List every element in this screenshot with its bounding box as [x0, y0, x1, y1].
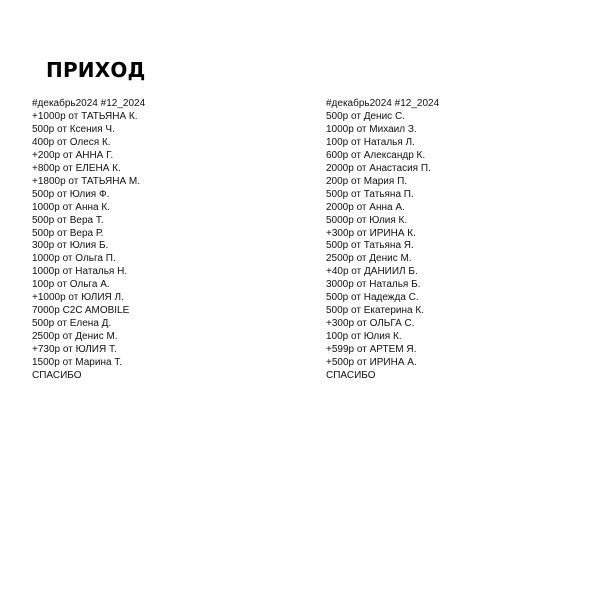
thanks-text: СПАСИБО	[326, 370, 376, 382]
list-item: 500р от Ксения Ч.	[32, 123, 115, 135]
list-item: 2500р от Денис М.	[326, 253, 412, 265]
list-item: +40р от ДАНИИЛ Б.	[326, 266, 418, 278]
list-hashtags: #декабрь2024 #12_2024	[326, 98, 440, 109]
list-item: 100р от Наталья Л.	[326, 136, 415, 148]
list-item: 2000р от Анна А.	[326, 201, 405, 213]
list-item: 2500р от Денис М.	[32, 331, 118, 343]
list-item: 500р от Екатерина К.	[326, 305, 424, 317]
list-item: +1000р от ТАТЬЯНА К.	[32, 110, 138, 122]
list-item: +500р от ИРИНА А.	[326, 357, 417, 369]
list-item: 1000р от Ольга П.	[32, 253, 116, 265]
page-title: ПРИХОД	[46, 58, 146, 82]
list-item: 3000р от Наталья Б.	[326, 279, 421, 291]
list-item: 500р от Татьяна Я.	[326, 240, 414, 252]
list-item: 1000р от Наталья Н.	[32, 266, 128, 278]
list-item: +800р от ЕЛЕНА К.	[32, 162, 121, 174]
list-hashtags: #декабрь2024 #12_2024	[32, 98, 146, 109]
list-item: 600р от Александр К.	[326, 149, 426, 161]
list-item: 500р от Денис С.	[326, 110, 405, 122]
list-item: 300р от Юлия Б.	[32, 240, 109, 252]
list-item: 500р от Вера Т.	[32, 214, 104, 226]
list-item: 100р от Ольга А.	[32, 279, 110, 291]
list-item: +730р от ЮЛИЯ Т.	[32, 344, 117, 356]
list-item: +200р от АННА Г.	[32, 149, 114, 161]
list-item: +1000р от ЮЛИЯ Л.	[32, 292, 124, 304]
list-item: 2000р от Анастасия П.	[326, 162, 431, 174]
list-item: 1500р от Марина Т.	[32, 357, 123, 369]
list-item: 500р от Елена Д.	[32, 318, 112, 330]
list-item: 500р от Вера Р.	[32, 227, 104, 239]
list-item: 1000р от Михаил З.	[326, 123, 417, 135]
list-item: 7000р C2C AMOBILE	[32, 305, 130, 317]
income-list-left	[32, 98, 282, 383]
list-item: 500р от Татьяна П.	[326, 188, 414, 200]
list-item: 1000р от Анна К.	[32, 201, 110, 213]
thanks-text: СПАСИБО	[32, 370, 82, 382]
list-item: 400р от Олеся К.	[32, 136, 111, 148]
list-item: 500р от Надежда С.	[326, 292, 419, 304]
list-item: 200р от Мария П.	[326, 175, 408, 187]
list-item: 5000р от Юлия К.	[326, 214, 408, 226]
list-item: 100р от Юлия К.	[326, 331, 402, 343]
list-item: +300р от ИРИНА К.	[326, 227, 416, 239]
list-item: +599р от АРТЕМ Я.	[326, 344, 417, 356]
list-item: +300р от ОЛЬГА С.	[326, 318, 415, 330]
list-item: 500р от Юлия Ф.	[32, 188, 110, 200]
list-item: +1800р от ТАТЬЯНА М.	[32, 175, 141, 187]
income-list-right	[326, 98, 576, 383]
